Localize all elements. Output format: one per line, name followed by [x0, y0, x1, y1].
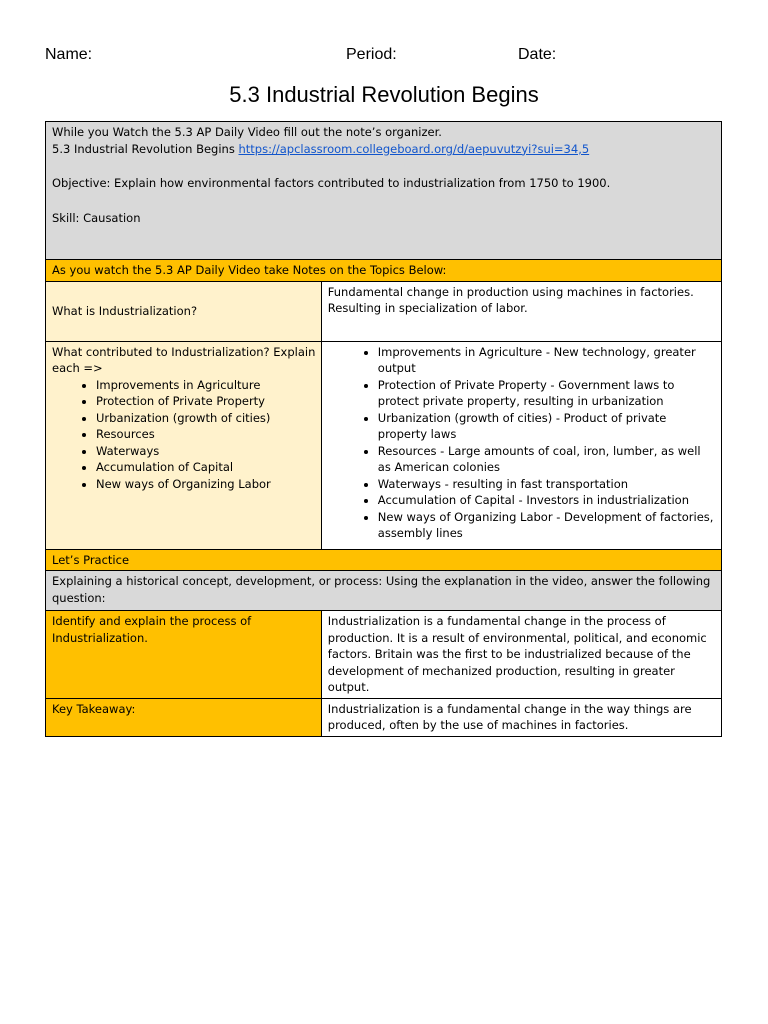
q2-question-cell: [46, 341, 322, 549]
notes-header: As you watch the 5.3 AP Daily Video take Notes on the Topics Below:: [46, 260, 722, 282]
q3-answer[interactable]: Industrialization is a fundamental change in the process of production. It is a result of environmental, political, and economic factors. Britain was the first to be industrialized because of the development of mechanized production, resulting in greater output.: [321, 611, 721, 699]
video-link[interactable]: https://apclassroom.collegeboard.org/d/aepuvutzyi?sui=34,5: [238, 141, 590, 156]
practice-header-row: [46, 549, 722, 571]
instructions-text: While you Watch the 5.3 AP Daily Video fill out the note’s organizer.: [52, 125, 442, 139]
list-item: • Protection of Private Property: [96, 393, 316, 410]
objective-text: Objective: Explain how environmental factors contributed to industrialization from 1750 to 1900.: [52, 176, 611, 190]
student-info-line: [0, 46, 768, 70]
takeaway-label: Key Takeaway:: [46, 698, 322, 736]
q1-answer[interactable]: Fundamental change in production using machines in factories. Resulting in specialization of labor.: [321, 281, 721, 341]
notes-header-row: [46, 260, 722, 282]
q2-answer-cell[interactable]: [321, 341, 721, 549]
q2-answer-list: [328, 344, 716, 542]
list-item: • Resources - Large amounts of coal, iron, lumber, as well as American colonies: [378, 443, 716, 476]
practice-prompt: Explaining a historical concept, development, or process: Using the explanation in the video, answer the following question:: [46, 571, 722, 611]
takeaway-row: [46, 698, 722, 736]
list-item: • New ways of Organizing Labor: [96, 476, 316, 493]
q2-row: [46, 341, 722, 549]
q2-topic-list: [52, 377, 316, 493]
takeaway-answer[interactable]: Industrialization is a fundamental change in the way things are produced, often by the use of machines in factories.: [321, 698, 721, 736]
list-item: • New ways of Organizing Labor - Development of factories, assembly lines: [378, 509, 716, 542]
list-item: • Protection of Private Property - Government laws to protect private property, resulting in urbanization: [378, 377, 716, 410]
q3-question: Identify and explain the process of Industrialization.: [46, 611, 322, 699]
q3-row: [46, 611, 722, 699]
intro-row: [46, 122, 722, 260]
list-item: • Waterways - resulting in fast transportation: [378, 476, 716, 493]
page-title: 5.3 Industrial Revolution Begins: [229, 82, 539, 107]
practice-header: Let’s Practice: [46, 549, 722, 571]
video-title: 5.3 Industrial Revolution Begins: [52, 141, 239, 156]
q1-row: [46, 281, 722, 341]
list-item: • Resources: [96, 426, 316, 443]
skill-text: Skill: Causation: [52, 210, 141, 225]
period-label: Period:: [346, 46, 397, 63]
list-item: • Accumulation of Capital - Investors in industrialization: [378, 492, 716, 509]
date-label: Date:: [518, 46, 557, 63]
q1-question: What is Industrialization?: [46, 281, 322, 341]
list-item: • Waterways: [96, 443, 316, 460]
practice-prompt-row: [46, 571, 722, 611]
list-item: • Improvements in Agriculture: [96, 377, 316, 394]
list-item: • Urbanization (growth of cities) - Product of private property laws: [378, 410, 716, 443]
intro-cell: [46, 122, 722, 260]
list-item: • Urbanization (growth of cities): [96, 410, 316, 427]
name-label: Name:: [45, 46, 93, 63]
video-line: [52, 141, 716, 158]
q2-question: What contributed to Industrialization? Explain each =>: [52, 344, 316, 375]
notes-organizer-table: [45, 121, 722, 737]
list-item: • Accumulation of Capital: [96, 459, 316, 476]
list-item: • Improvements in Agriculture - New technology, greater output: [378, 344, 716, 377]
